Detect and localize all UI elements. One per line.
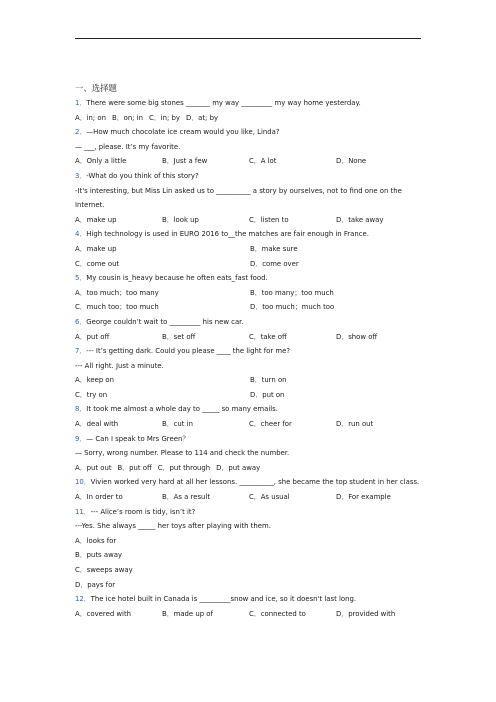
question-text: -What do you think of this story? <box>86 171 199 180</box>
question-text: Vivien worked very hard at all her lessons. __________, she became the top student in her class. <box>90 478 420 487</box>
option-d[interactable]: D．come over <box>250 259 299 268</box>
option-c[interactable]: C．put through <box>157 463 211 472</box>
option-c[interactable]: C．listen to <box>249 215 289 224</box>
option-c[interactable]: C．try on <box>75 390 108 399</box>
options-9 <box>75 461 425 476</box>
question-text: My cousin is_heavy because he often eats_fast food. <box>86 274 268 283</box>
option-b[interactable]: B．set off <box>162 332 196 341</box>
option-a[interactable]: A．put off <box>75 332 110 341</box>
options-6 <box>75 330 425 345</box>
option-b[interactable]: B．cut in <box>162 420 193 429</box>
question-9 <box>75 432 425 447</box>
options-1 <box>75 111 425 126</box>
question-text: The ice hotel built in Canada is _________snow and ice, so it doesn't last long. <box>90 595 357 604</box>
option-a[interactable]: A．keep on <box>75 376 114 385</box>
option-d[interactable]: D．at; by <box>185 113 219 122</box>
question-2-line2: — ___, please. It’s my favorite. <box>75 142 181 151</box>
option-a[interactable]: A．in; on <box>75 113 106 122</box>
question-number: 4． <box>75 230 87 239</box>
question-text: --- It’s getting dark. Could you please ____ the light for me? <box>86 347 290 356</box>
options-4-row1 <box>75 242 425 257</box>
question-text: — Can I speak to Mrs Green？ <box>86 434 190 443</box>
document-page <box>75 80 425 621</box>
option-b[interactable]: B．As a result <box>162 493 211 502</box>
question-number: 6． <box>75 317 87 326</box>
option-b[interactable]: B．made up of <box>162 609 213 618</box>
option-c[interactable]: C．cheer for <box>249 420 292 429</box>
question-4 <box>75 227 425 242</box>
question-7 <box>75 344 425 359</box>
option-b[interactable]: B．on; in <box>111 113 143 122</box>
question-10 <box>75 475 425 490</box>
question-2 <box>75 125 425 140</box>
option-c[interactable]: C．in; by <box>148 113 180 122</box>
option-b[interactable]: B．puts away <box>75 551 122 560</box>
option-b[interactable]: B．turn on <box>250 376 287 385</box>
question-text: High technology is used in EURO 2016 to__the matches are fair enough in France. <box>86 230 369 239</box>
options-10 <box>75 490 425 505</box>
question-number: 12． <box>75 595 91 604</box>
option-b[interactable]: B．put off <box>117 463 152 472</box>
question-11 <box>75 505 425 520</box>
option-a[interactable]: A．too much；too many <box>75 288 159 297</box>
option-c[interactable]: C．A lot <box>249 157 277 166</box>
question-text: George couldn’t wait to _________ his new car. <box>86 317 244 326</box>
question-3-line2: -It's interesting, but Miss Lin asked us to __________ a story by ourselves, not to find one on the Internet. <box>75 186 402 210</box>
options-7-row1 <box>75 373 425 388</box>
question-number: 9． <box>75 434 87 443</box>
question-text: There were some big stones _______ my way _________ my way home yesterday. <box>86 99 361 107</box>
question-9-line2: — Sorry, wrong number. Please to 114 and check the number. <box>75 449 290 458</box>
question-number: 10． <box>75 478 91 487</box>
option-d[interactable]: D．For example <box>336 493 391 502</box>
option-d[interactable]: D．provided with <box>336 609 396 618</box>
question-3 <box>75 169 425 184</box>
option-b[interactable]: B．Just a few <box>162 157 208 166</box>
question-8 <box>75 402 425 417</box>
option-b[interactable]: B．make sure <box>250 244 298 253</box>
options-2 <box>75 154 425 169</box>
option-d[interactable]: D．put on <box>250 390 285 399</box>
option-d[interactable]: D．take away <box>336 215 384 224</box>
option-a[interactable]: A．deal with <box>75 420 119 429</box>
option-c[interactable]: C．sweeps away <box>75 566 133 574</box>
question-number: 8． <box>75 405 87 414</box>
question-number: 3． <box>75 171 87 180</box>
option-a[interactable]: A．looks for <box>75 536 117 545</box>
option-c[interactable]: C．connected to <box>249 609 306 618</box>
question-number: 5． <box>75 274 87 283</box>
option-a[interactable]: A．covered with <box>75 609 132 618</box>
options-5-row1 <box>75 286 425 301</box>
option-c[interactable]: C．much too；too much <box>75 303 159 312</box>
options-8 <box>75 417 425 432</box>
option-a[interactable]: A．put out <box>75 463 112 472</box>
question-text: It took me almost a whole day to _____ so many emails. <box>86 405 278 414</box>
option-d[interactable]: D．put away <box>216 463 261 472</box>
options-7-row2 <box>75 388 425 403</box>
section-title: 一、选择题 <box>75 83 117 93</box>
option-a[interactable]: A．make up <box>75 215 117 224</box>
options-4-row2 <box>75 257 425 272</box>
option-b[interactable]: B．look up <box>162 215 199 224</box>
question-number: 7． <box>75 347 87 356</box>
option-c[interactable]: C．As usual <box>249 493 290 502</box>
question-5 <box>75 271 425 286</box>
option-c[interactable]: C．take off <box>249 332 287 341</box>
question-6 <box>75 315 425 330</box>
option-d[interactable]: D．pays for <box>75 580 116 589</box>
option-d[interactable]: D．show off <box>336 332 378 341</box>
options-3 <box>75 213 425 228</box>
option-a[interactable]: A．In order to <box>75 493 123 502</box>
option-b[interactable]: B．too many；too much <box>250 288 334 297</box>
question-1 <box>75 96 425 111</box>
option-d[interactable]: D．run out <box>336 420 374 429</box>
question-number: 11． <box>75 507 91 516</box>
question-text: --- Alice’s room is tidy, isn’t it? <box>90 507 196 516</box>
option-a[interactable]: A．Only a little <box>75 157 127 166</box>
question-number: 1． <box>75 99 87 107</box>
header-rule <box>75 38 421 39</box>
options-12 <box>75 607 425 622</box>
question-12 <box>75 592 425 607</box>
option-c[interactable]: C．come out <box>75 259 120 268</box>
option-d[interactable]: D．too much；much too <box>250 303 335 312</box>
question-7-line2: --- All right. Just a minute. <box>75 361 164 370</box>
option-a[interactable]: A．make up <box>75 244 117 253</box>
question-11-line2: ---Yes. She always _____ her toys after playing with them. <box>75 522 271 531</box>
question-text: —How much chocolate ice cream would you like, Linda? <box>86 128 280 137</box>
question-number: 2． <box>75 128 87 137</box>
options-5-row2 <box>75 300 425 315</box>
option-d[interactable]: D．None <box>336 157 367 166</box>
